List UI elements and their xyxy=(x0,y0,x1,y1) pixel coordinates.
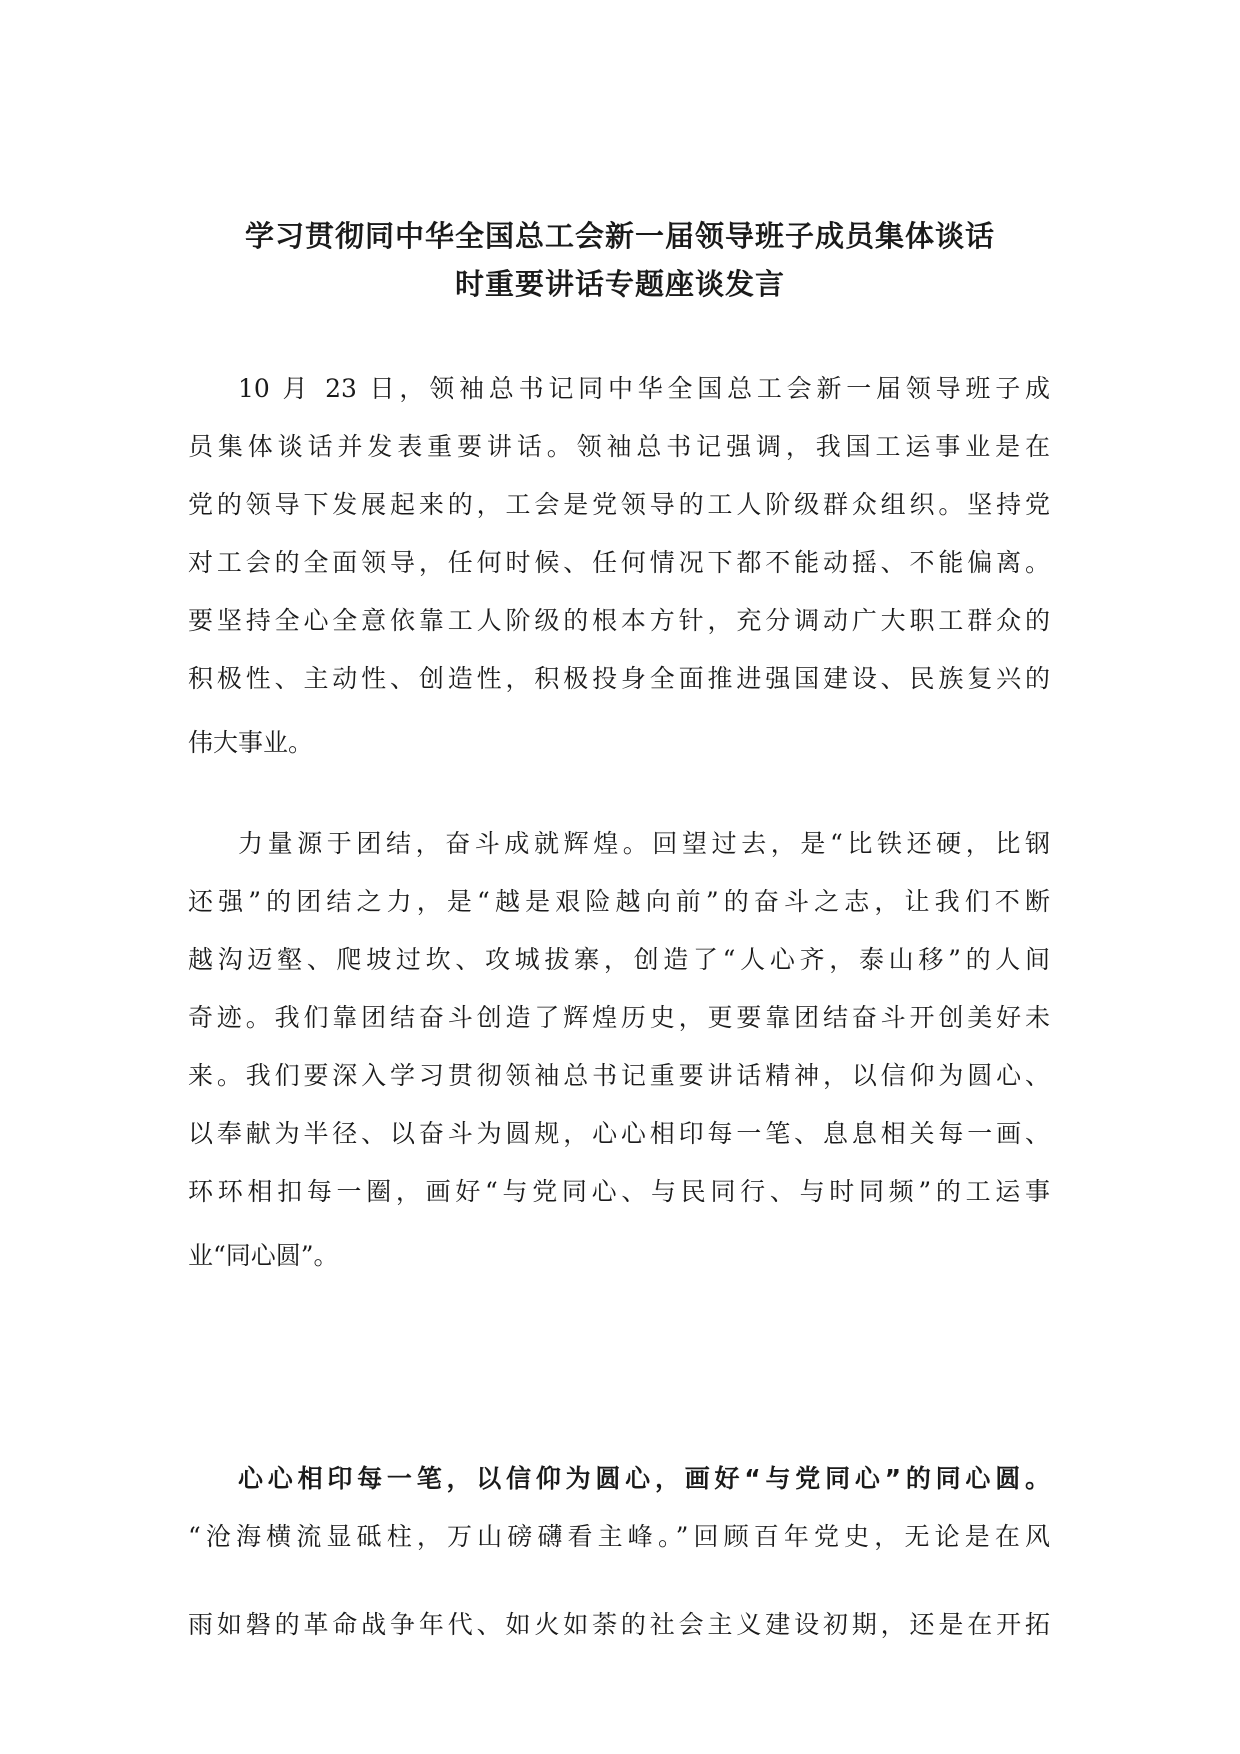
paragraph-line: 奇迹。我们靠团结奋斗创造了辉煌历史，更要靠团结奋斗开创美好未 xyxy=(188,1003,1050,1032)
paragraph-line: 业“同心圆”。 xyxy=(188,1241,339,1270)
paragraph-2 xyxy=(188,815,1050,1285)
paragraph-line: 10 月 23 日，领袖总书记同中华全国总工会新一届领导班子成 xyxy=(238,374,1050,403)
paragraph-line: 对工会的全面领导，任何时候、任何情况下都不能动摇、不能偏离。 xyxy=(188,548,1050,577)
paragraph-line: 员集体谈话并发表重要讲话。领袖总书记强调，我国工运事业是在 xyxy=(188,432,1050,461)
paragraph-line: 伟大事业。 xyxy=(188,728,314,757)
document-title-line-1: 学习贯彻同中华全国总工会新一届领导班子成员集体谈话 xyxy=(244,219,995,253)
paragraph-1 xyxy=(188,360,1050,772)
paragraph-line: 党的领导下发展起来的，工会是党领导的工人阶级群众组织。坚持党 xyxy=(188,490,1050,519)
paragraph-line: 还强”的团结之力，是“越是艰险越向前”的奋斗之志，让我们不断 xyxy=(188,887,1050,916)
paragraph-line: “沧海横流显砥柱，万山磅礴看主峰。”回顾百年党史，无论是在风 xyxy=(188,1522,1050,1551)
paragraph-line: 以奉献为半径、以奋斗为圆规，心心相印每一笔、息息相关每一画、 xyxy=(188,1119,1050,1148)
paragraph-line: 积极性、主动性、创造性，积极投身全面推进强国建设、民族复兴的 xyxy=(188,664,1050,693)
paragraph-line: 来。我们要深入学习贯彻领袖总书记重要讲话精神，以信仰为圆心、 xyxy=(188,1061,1050,1090)
paragraph-line: 环环相扣每一圈，画好“与党同心、与民同行、与时同频”的工运事 xyxy=(188,1177,1050,1206)
section-heading: 心心相印每一笔，以信仰为圆心，画好“与党同心”的同心圆。 xyxy=(238,1464,1050,1493)
paragraph-line: 力量源于团结，奋斗成就辉煌。回望过去，是“比铁还硬，比钢 xyxy=(238,829,1050,858)
paragraph-line: 要坚持全心全意依靠工人阶级的根本方针，充分调动广大职工群众的 xyxy=(188,606,1050,635)
paragraph-3 xyxy=(188,1450,1050,1654)
paragraph-line: 越沟迈壑、爬坡过坎、攻城拔寨，创造了“人心齐，泰山移”的人间 xyxy=(188,945,1050,974)
document-title-line-2: 时重要讲话专题座谈发言 xyxy=(454,267,785,301)
paragraph-line: 雨如磐的革命战争年代、如火如荼的社会主义建设初期，还是在开拓 xyxy=(188,1610,1050,1639)
